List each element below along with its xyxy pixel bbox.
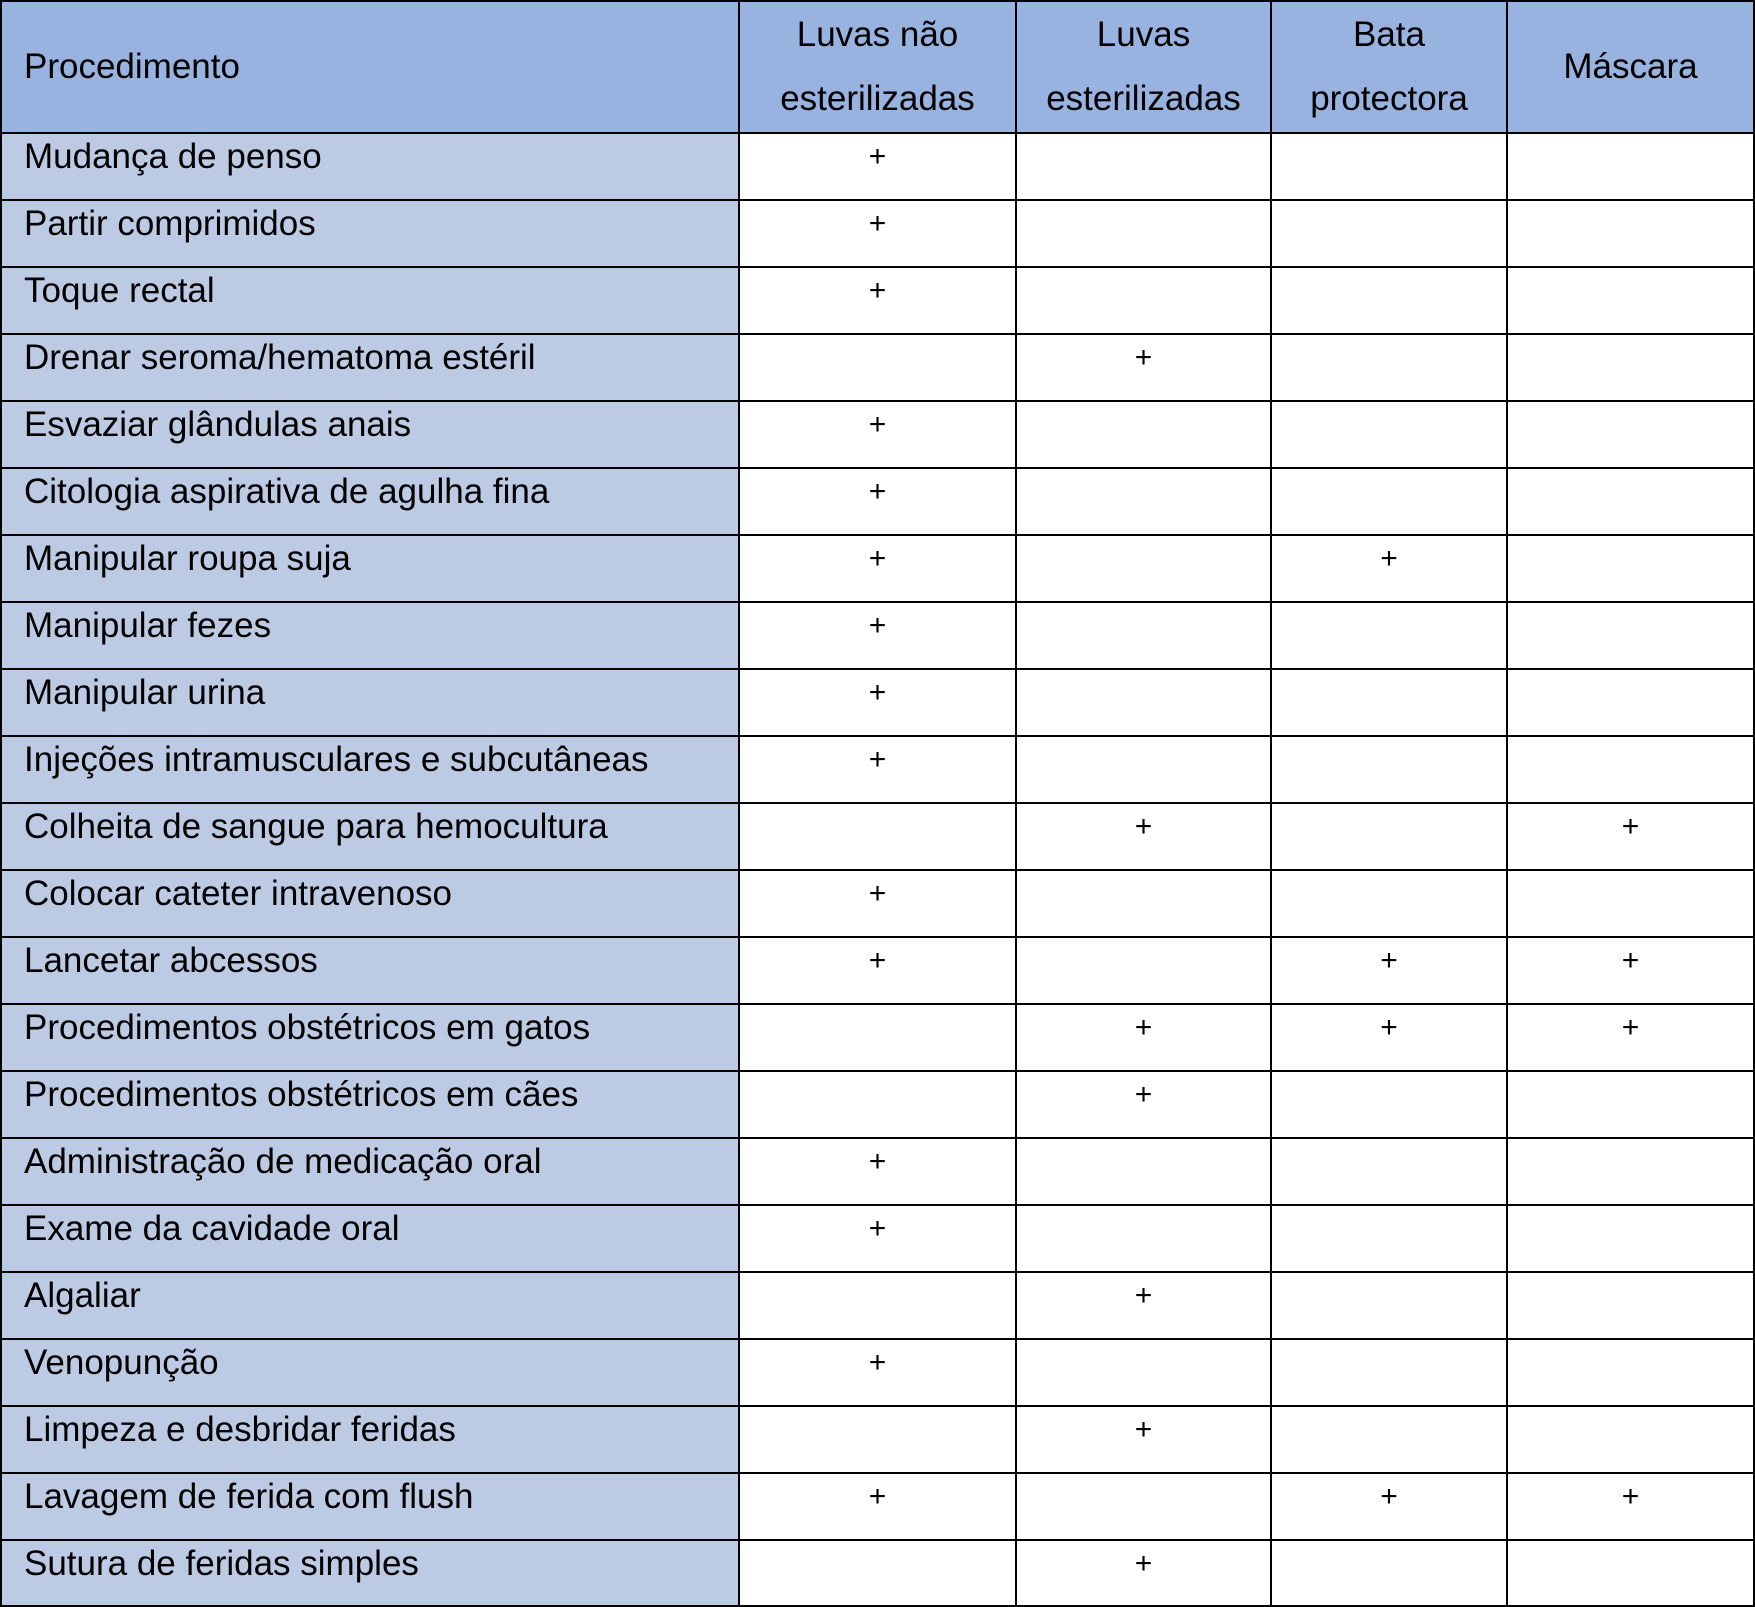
mark-cell (1507, 602, 1754, 669)
mark-cell: + (1507, 937, 1754, 1004)
mark-cell: + (1507, 1473, 1754, 1540)
mark-cell (1271, 1071, 1507, 1138)
mark-cell: + (739, 200, 1016, 267)
mark-cell: + (739, 1138, 1016, 1205)
mark-cell (1016, 1205, 1271, 1272)
mark-cell (1271, 468, 1507, 535)
mark-cell: + (739, 133, 1016, 200)
mark-cell (1016, 937, 1271, 1004)
table-row (1, 669, 1754, 736)
procedure-cell: Injeções intramusculares e subcutâneas (1, 736, 739, 803)
procedure-cell: Partir comprimidos (1, 200, 739, 267)
table-row (1, 1205, 1754, 1272)
mark-cell (739, 1071, 1016, 1138)
procedure-cell: Limpeza e desbridar feridas (1, 1406, 739, 1473)
mark-cell (1271, 1272, 1507, 1339)
procedure-cell: Procedimentos obstétricos em gatos (1, 1004, 739, 1071)
procedure-cell: Colheita de sangue para hemocultura (1, 803, 739, 870)
header-line: esterilizadas (780, 79, 975, 118)
table-row (1, 334, 1754, 401)
mark-cell: + (1271, 535, 1507, 602)
mark-cell (1016, 736, 1271, 803)
table-row (1, 1339, 1754, 1406)
mark-cell (739, 1406, 1016, 1473)
mark-cell (1271, 334, 1507, 401)
mark-cell (1016, 133, 1271, 200)
mark-cell (1271, 803, 1507, 870)
mark-cell (1271, 870, 1507, 937)
table-row (1, 1138, 1754, 1205)
mark-cell (739, 334, 1016, 401)
mark-cell: + (739, 937, 1016, 1004)
mark-cell (1507, 736, 1754, 803)
table-header-row (1, 1, 1754, 133)
mark-cell: + (739, 401, 1016, 468)
mark-cell (739, 1004, 1016, 1071)
mark-cell (1507, 1540, 1754, 1606)
mark-cell: + (1507, 803, 1754, 870)
table-body (1, 133, 1754, 1606)
table-row (1, 870, 1754, 937)
mark-cell: + (1016, 1406, 1271, 1473)
mark-cell (1016, 602, 1271, 669)
mark-cell (1016, 1473, 1271, 1540)
table-row (1, 937, 1754, 1004)
mark-cell (1016, 535, 1271, 602)
mark-cell: + (1016, 803, 1271, 870)
table-row (1, 1406, 1754, 1473)
mark-cell: + (739, 1339, 1016, 1406)
mark-cell: + (739, 870, 1016, 937)
mark-cell (1507, 1339, 1754, 1406)
mark-cell (1016, 267, 1271, 334)
procedure-cell: Algaliar (1, 1272, 739, 1339)
procedure-cell: Manipular urina (1, 669, 739, 736)
mark-cell (1507, 669, 1754, 736)
mark-cell (739, 1272, 1016, 1339)
column-header-procedure: Procedimento (1, 1, 739, 133)
procedure-cell: Esvaziar glândulas anais (1, 401, 739, 468)
mark-cell (1271, 1406, 1507, 1473)
mark-cell (1016, 1138, 1271, 1205)
header-line: Bata (1353, 15, 1425, 54)
procedure-cell: Manipular roupa suja (1, 535, 739, 602)
mark-cell: + (739, 669, 1016, 736)
mark-cell: + (1016, 1272, 1271, 1339)
table-row (1, 803, 1754, 870)
mark-cell (1271, 267, 1507, 334)
mark-cell (1016, 669, 1271, 736)
table-row (1, 401, 1754, 468)
mark-cell (1507, 468, 1754, 535)
procedure-cell: Colocar cateter intravenoso (1, 870, 739, 937)
mark-cell (1507, 1071, 1754, 1138)
procedure-cell: Citologia aspirativa de agulha fina (1, 468, 739, 535)
mark-cell: + (1271, 1004, 1507, 1071)
mark-cell (1271, 669, 1507, 736)
mark-cell (1507, 870, 1754, 937)
mark-cell (1016, 468, 1271, 535)
procedure-cell: Mudança de penso (1, 133, 739, 200)
column-header-protective-gown (1271, 1, 1507, 133)
header-line: protectora (1310, 79, 1468, 118)
header-line: Luvas (1096, 15, 1191, 54)
mark-cell (1507, 334, 1754, 401)
mark-cell: + (1271, 1473, 1507, 1540)
mark-cell (1507, 1138, 1754, 1205)
procedure-cell: Lancetar abcessos (1, 937, 739, 1004)
mark-cell (1271, 1205, 1507, 1272)
mark-cell: + (739, 736, 1016, 803)
mark-cell (1016, 200, 1271, 267)
mark-cell (1507, 535, 1754, 602)
column-header-mask: Máscara (1507, 1, 1754, 133)
mark-cell: + (739, 1205, 1016, 1272)
mark-cell (1507, 133, 1754, 200)
table-row (1, 535, 1754, 602)
mark-cell: + (1507, 1004, 1754, 1071)
mark-cell (739, 803, 1016, 870)
mark-cell (1507, 1205, 1754, 1272)
mark-cell (1507, 267, 1754, 334)
mark-cell: + (1271, 937, 1507, 1004)
procedure-cell: Sutura de feridas simples (1, 1540, 739, 1606)
mark-cell (1507, 401, 1754, 468)
procedure-cell: Manipular fezes (1, 602, 739, 669)
mark-cell (1271, 602, 1507, 669)
mark-cell (1271, 133, 1507, 200)
procedure-cell: Drenar seroma/hematoma estéril (1, 334, 739, 401)
table-row (1, 267, 1754, 334)
table-row (1, 468, 1754, 535)
column-header-sterile-gloves (1016, 1, 1271, 133)
mark-cell: + (1016, 334, 1271, 401)
mark-cell: + (1016, 1004, 1271, 1071)
table-row (1, 1272, 1754, 1339)
mark-cell: + (739, 267, 1016, 334)
mark-cell: + (739, 535, 1016, 602)
mark-cell: + (1016, 1071, 1271, 1138)
mark-cell: + (739, 602, 1016, 669)
column-header-non-sterile-gloves (739, 1, 1016, 133)
header-line: Luvas não (796, 15, 959, 54)
mark-cell (1271, 1540, 1507, 1606)
table-row (1, 1004, 1754, 1071)
mark-cell (1507, 200, 1754, 267)
table-row (1, 1473, 1754, 1540)
table-row (1, 133, 1754, 200)
header-line: esterilizadas (1046, 79, 1241, 118)
mark-cell (1507, 1272, 1754, 1339)
mark-cell (1271, 200, 1507, 267)
mark-cell (1271, 401, 1507, 468)
procedure-cell: Lavagem de ferida com flush (1, 1473, 739, 1540)
mark-cell: + (739, 1473, 1016, 1540)
mark-cell (739, 1540, 1016, 1606)
mark-cell (1016, 870, 1271, 937)
mark-cell (1507, 1406, 1754, 1473)
table-row (1, 1540, 1754, 1606)
mark-cell (1016, 1339, 1271, 1406)
mark-cell (1271, 736, 1507, 803)
procedure-cell: Procedimentos obstétricos em cães (1, 1071, 739, 1138)
table-row (1, 736, 1754, 803)
mark-cell (1016, 401, 1271, 468)
procedure-cell: Exame da cavidade oral (1, 1205, 739, 1272)
procedure-cell: Administração de medicação oral (1, 1138, 739, 1205)
table-row (1, 200, 1754, 267)
mark-cell: + (739, 468, 1016, 535)
mark-cell (1271, 1138, 1507, 1205)
procedure-cell: Venopunção (1, 1339, 739, 1406)
mark-cell: + (1016, 1540, 1271, 1606)
table-row (1, 1071, 1754, 1138)
mark-cell (1271, 1339, 1507, 1406)
procedure-cell: Toque rectal (1, 267, 739, 334)
table-row (1, 602, 1754, 669)
